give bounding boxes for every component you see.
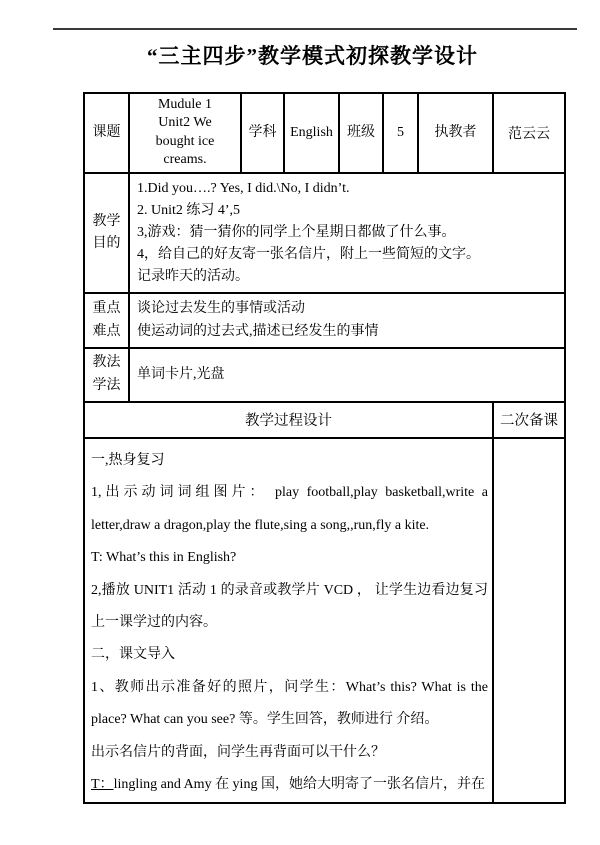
subject-label: 学科 (241, 93, 284, 173)
key-point-line: 谈论过去发生的事情或活动 (137, 301, 305, 317)
table-row-methods (84, 348, 565, 402)
table-row-process-content (84, 438, 565, 803)
table-row-process-header (84, 402, 565, 438)
objective-line: 1.Did you….? Yes, I did.\No, I didn’t. (137, 180, 350, 196)
objectives-label: 教学目的 (84, 173, 129, 294)
process-header: 教学过程设计 (84, 402, 493, 438)
subject-value: English (284, 93, 339, 173)
process-paragraph: 出示名信片的背面，问学生再背面可以干什么？ (91, 744, 385, 760)
objectives-content (129, 173, 565, 294)
process-paragraph: 1,出示动词词组图片： play football,play basketball,write a letter,draw a dragon,play the flute,sing a song,,run,fly a kite. (91, 485, 488, 533)
table-row-key-points (84, 293, 565, 347)
key-point-line: 使运动词的过去式,描述已经发生的事情 (137, 323, 379, 339)
objective-line: 记录昨天的活动。 (137, 269, 249, 285)
objective-line: 4，给自己的好友寄一张名信片，附上一些简短的文字。 (137, 247, 480, 263)
process-paragraph: T: What’s this in English? (91, 550, 237, 566)
methods-content: 单词卡片,光盘 (129, 348, 565, 402)
document-title: “三主四步”教学模式初探教学设计 (147, 44, 478, 68)
class-value: 5 (383, 93, 418, 173)
key-points-content (129, 293, 565, 347)
lesson-plan-table (83, 92, 566, 804)
process-paragraph: 1、教师出示准备好的照片，问学生：What’s this? What is the place? What can you see? 等。学生回答，教师进行 介绍。 (91, 679, 488, 728)
topic-value-cell (129, 93, 241, 173)
process-paragraph: 二，课文导入 (91, 647, 175, 663)
process-paragraph-last (91, 769, 488, 801)
teacher-speech-text: lingling and Amy 在 ying 国，她给大明寄了一张名信片，并在 (113, 777, 485, 793)
table-row-topic (84, 93, 565, 173)
objective-line: 2. Unit2 练习 4’,5 (137, 202, 241, 218)
process-content (84, 438, 493, 803)
objective-line: 3,游戏：猜一猜你的同学上个星期日都做了什么事。 (137, 225, 456, 241)
process-paragraph: 一,热身复习 (91, 452, 165, 468)
key-points-label: 重点难点 (84, 293, 129, 347)
teacher-label: 执教者 (418, 93, 493, 173)
topic-label: 课题 (84, 93, 129, 173)
process-paragraph: 2,播放 UNIT1 活动 1 的录音或教学片 VCD ， 让学生边看边复习上一课学过的内容。 (91, 582, 488, 630)
teacher-value: 范云云 (493, 93, 565, 173)
topic-value: Mudule 1 Unit2 We bought ice creams. (155, 97, 215, 168)
table-row-objectives (84, 173, 565, 294)
class-label: 班级 (339, 93, 383, 173)
methods-label: 教法学法 (84, 348, 129, 402)
page-header-rule (53, 28, 577, 30)
secondary-prep-cell (493, 438, 565, 803)
teacher-speech-prefix: T： (91, 777, 114, 793)
secondary-prep-header: 二次备课 (493, 402, 565, 438)
